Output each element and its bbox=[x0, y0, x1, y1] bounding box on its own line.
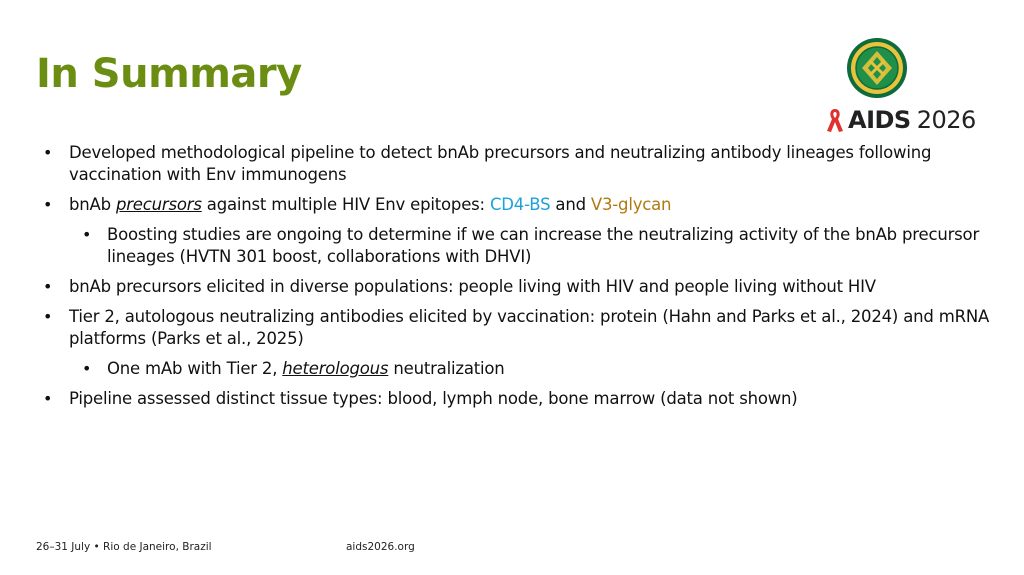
summary-bullet-list bbox=[40, 142, 990, 418]
bullet-glyph: • bbox=[43, 307, 53, 326]
list-item-text: Tier 2, autologous neutralizing antibodies elicited by vaccination: protein (Hahn and Parks et al., 2024) and mRNA platforms (Parks et al., 2025) bbox=[69, 307, 990, 348]
epitope-v3-glycan: V3-glycan bbox=[590, 195, 672, 214]
list-item-text: Boosting studies are ongoing to determine if we can increase the neutralizing activity of the bnAb precursor lineages (HVTN 301 boost, collaborations with DHVI) bbox=[107, 225, 980, 266]
bullet-glyph: • bbox=[43, 143, 53, 162]
list-item-text-and: and bbox=[550, 195, 591, 214]
page-title: In Summary bbox=[36, 51, 302, 97]
bullet-glyph: • bbox=[43, 277, 53, 296]
list-item bbox=[40, 388, 990, 410]
list-item-text-prefix: One mAb with Tier 2, bbox=[107, 359, 283, 378]
conference-logo bbox=[824, 37, 994, 137]
red-ribbon-icon bbox=[824, 107, 846, 133]
list-item-text: bnAb precursors elicited in diverse populations: people living with HIV and people living without HIV bbox=[69, 277, 876, 296]
brand-name: AIDS bbox=[848, 106, 911, 134]
list-item-text-suffix: neutralization bbox=[388, 359, 505, 378]
list-item bbox=[40, 142, 990, 186]
emphasis-heterologous: heterologous bbox=[282, 359, 389, 378]
list-item-text: Pipeline assessed distinct tissue types: blood, lymph node, bone marrow (data not shown) bbox=[69, 389, 798, 408]
list-item-text-prefix: bnAb bbox=[69, 195, 116, 214]
list-item-sub bbox=[40, 224, 990, 268]
conference-seal-icon bbox=[846, 37, 908, 99]
list-item-text: Developed methodological pipeline to detect bnAb precursors and neutralizing antibody lineages following vaccination with Env immunogens bbox=[69, 143, 932, 184]
epitope-cd4-bs: CD4-BS bbox=[489, 195, 551, 214]
aids-wordmark bbox=[824, 103, 976, 137]
footer-website-link[interactable]: aids2026.org bbox=[346, 541, 415, 553]
list-item-sub bbox=[40, 358, 990, 380]
emphasis-precursors: precursors bbox=[115, 195, 202, 214]
list-item bbox=[40, 194, 990, 216]
bullet-glyph: • bbox=[82, 359, 92, 378]
list-item bbox=[40, 306, 990, 350]
footer-event-info: 26–31 July • Rio de Janeiro, Brazil bbox=[36, 541, 212, 553]
bullet-glyph: • bbox=[82, 225, 92, 244]
list-item bbox=[40, 276, 990, 298]
brand-year: 2026 bbox=[916, 106, 976, 134]
list-item-text-middle: against multiple HIV Env epitopes: bbox=[201, 195, 490, 214]
bullet-glyph: • bbox=[43, 195, 53, 214]
bullet-glyph: • bbox=[43, 389, 53, 408]
